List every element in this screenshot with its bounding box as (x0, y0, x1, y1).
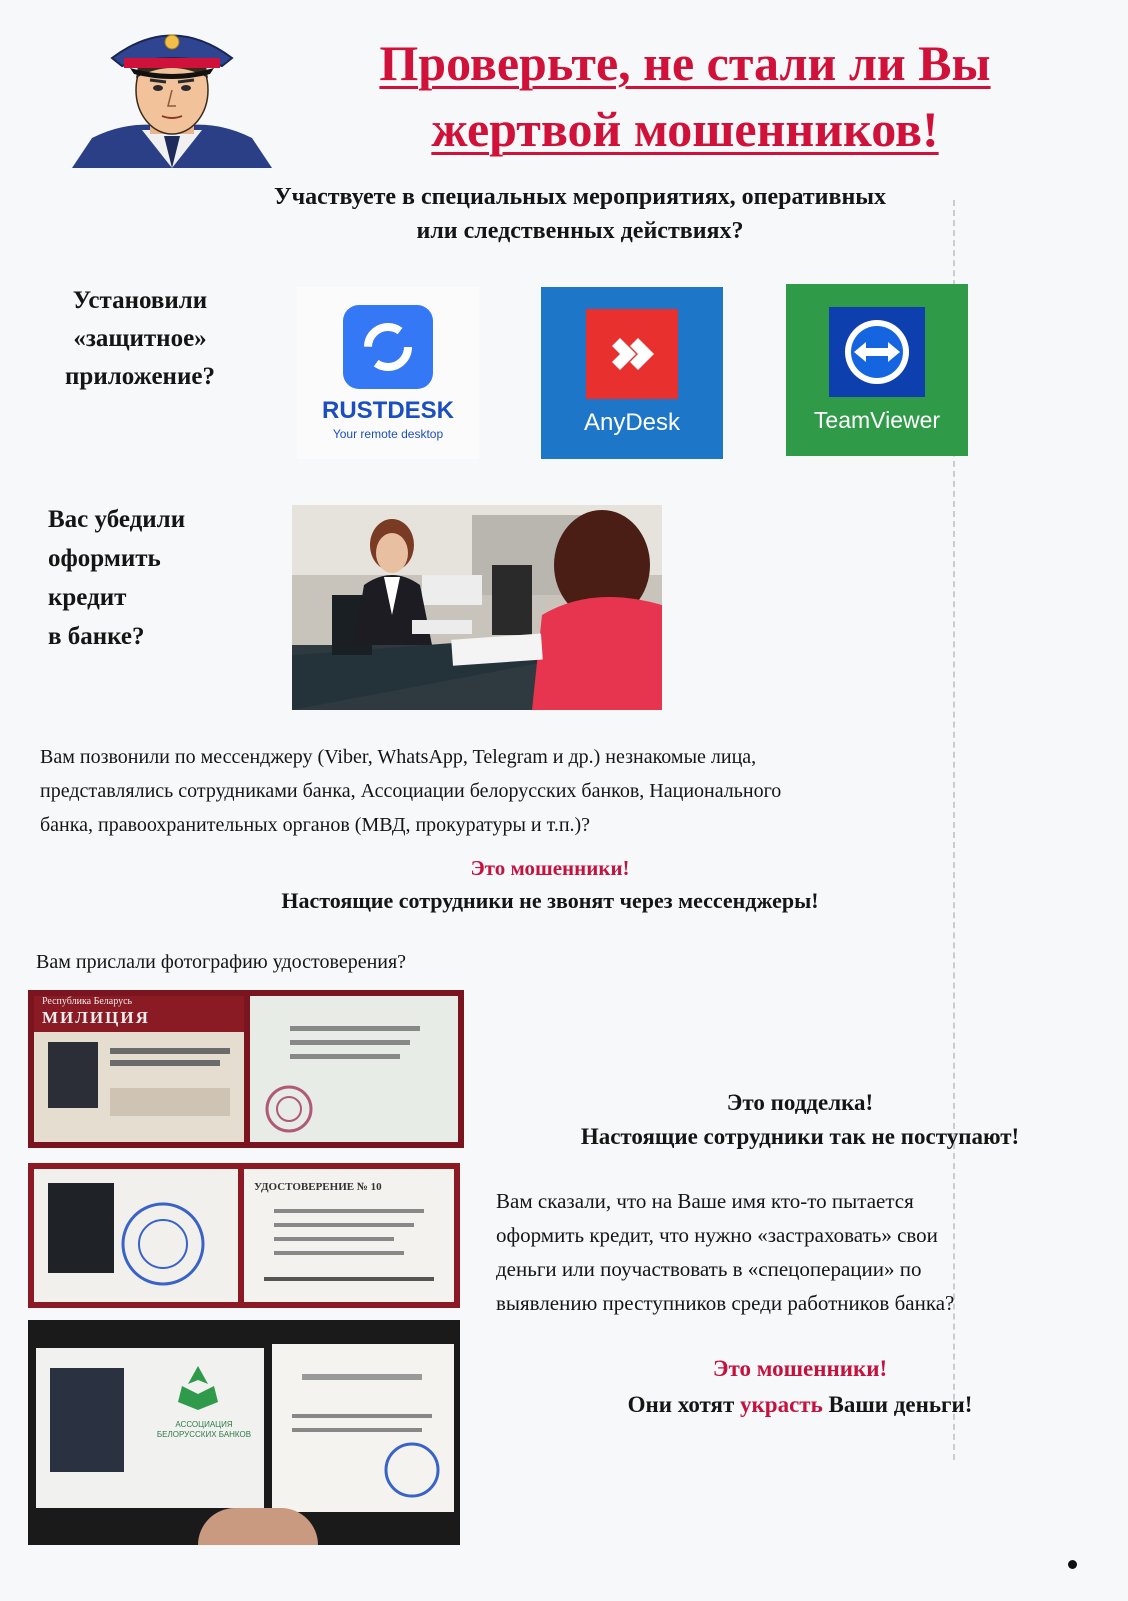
bank-association-id-card (28, 1320, 460, 1545)
insure-warning: Это мошенники! (712, 1356, 888, 1381)
question-credit-line-3: кредит (48, 584, 127, 611)
card2-title: УДОСТОВЕРЕНИЕ № 10 (254, 1181, 382, 1193)
fake-id-warning (500, 1086, 1100, 1154)
messenger-note: Настоящие сотрудники не звонят через мессенджеры! (281, 888, 819, 913)
rustdesk-label: RUSTDESK (321, 397, 454, 424)
fake-note-line: Настоящие сотрудники так не поступают! (580, 1124, 1020, 1149)
police-id-card (28, 990, 464, 1148)
association-logo-icon (168, 1364, 228, 1414)
insure-line-1: Вам сказали, что на Ваше имя кто-то пытается (496, 1189, 914, 1213)
question-credit (48, 500, 268, 656)
card1-word: МИЛИЦИЯ (42, 1008, 150, 1027)
anydesk-label: AnyDesk (583, 409, 681, 436)
subtitle-line-1: Участвуете в специальных мероприятиях, оперативных (273, 184, 887, 210)
teamviewer-label: TeamViewer (813, 406, 941, 433)
rustdesk-tagline: Your remote desktop (332, 427, 444, 441)
card1-photo (48, 1042, 98, 1108)
messenger-line-3: банка, правоохранительных органов (МВД, прокуратуры и т.п.)? (40, 814, 591, 836)
anydesk-logo-icon (586, 309, 678, 399)
association-id-card (28, 1163, 460, 1308)
insure-note (500, 1392, 1100, 1418)
title-line-1: Проверьте, не стали ли Вы (379, 35, 991, 91)
messenger-line-2: представлялись сотрудниками банка, Ассоциации белорусских банков, Национального (40, 780, 782, 802)
anydesk-tile (541, 287, 723, 459)
subtitle (150, 180, 1010, 248)
card3-org: АССОЦИАЦИЯ БЕЛОРУССКИХ БАНКОВ (156, 1420, 252, 1439)
insure-note-steal: украсть (740, 1392, 823, 1417)
police-officer-illustration (72, 18, 272, 168)
insure-line-4: выявлению преступников среди работников банка? (496, 1291, 955, 1315)
insure-note-c: Ваши деньги! (822, 1392, 973, 1417)
question-credit-line-4: в банке? (48, 623, 145, 650)
insure-line-2: оформить кредит, что нужно «застраховать» свои (496, 1223, 938, 1247)
messenger-line-1: Вам позвонили по мессенджеру (Viber, WhatsApp, Telegram и др.) незнакомые лица, (40, 746, 757, 768)
teamviewer-tile (786, 284, 968, 456)
card1-country: Республика Беларусь (42, 996, 133, 1007)
messenger-warning: Это мошенники! (470, 856, 630, 880)
subtitle-line-2: или следственных действиях? (416, 218, 744, 244)
page-title (290, 30, 1080, 162)
insure-line-3: деньги или поучаствовать в «спецоперации» по (496, 1257, 922, 1281)
teamviewer-logo-icon (829, 307, 925, 397)
card2-photo (48, 1183, 114, 1273)
question-apps-line-3: приложение? (65, 363, 215, 390)
rustdesk-tile (297, 287, 479, 459)
card3-photo (50, 1368, 124, 1472)
fake-warning-line: Это подделка! (726, 1090, 874, 1115)
question-apps-line-2: «защитное» (73, 325, 207, 352)
question-credit-line-1: Вас убедили (48, 506, 186, 533)
messenger-paragraph (40, 740, 1100, 842)
bank-office-photo (292, 505, 662, 710)
question-credit-line-2: оформить (48, 545, 161, 572)
rustdesk-logo-icon (343, 305, 433, 389)
page-dot (1068, 1560, 1077, 1569)
insure-note-a: Они хотят (627, 1392, 741, 1417)
photo-question: Вам прислали фотографию удостоверения? (36, 951, 407, 973)
question-apps (40, 282, 240, 396)
question-apps-line-1: Установили (72, 287, 208, 314)
insure-paragraph (496, 1184, 1106, 1320)
title-line-2: жертвой мошенников! (431, 101, 939, 157)
